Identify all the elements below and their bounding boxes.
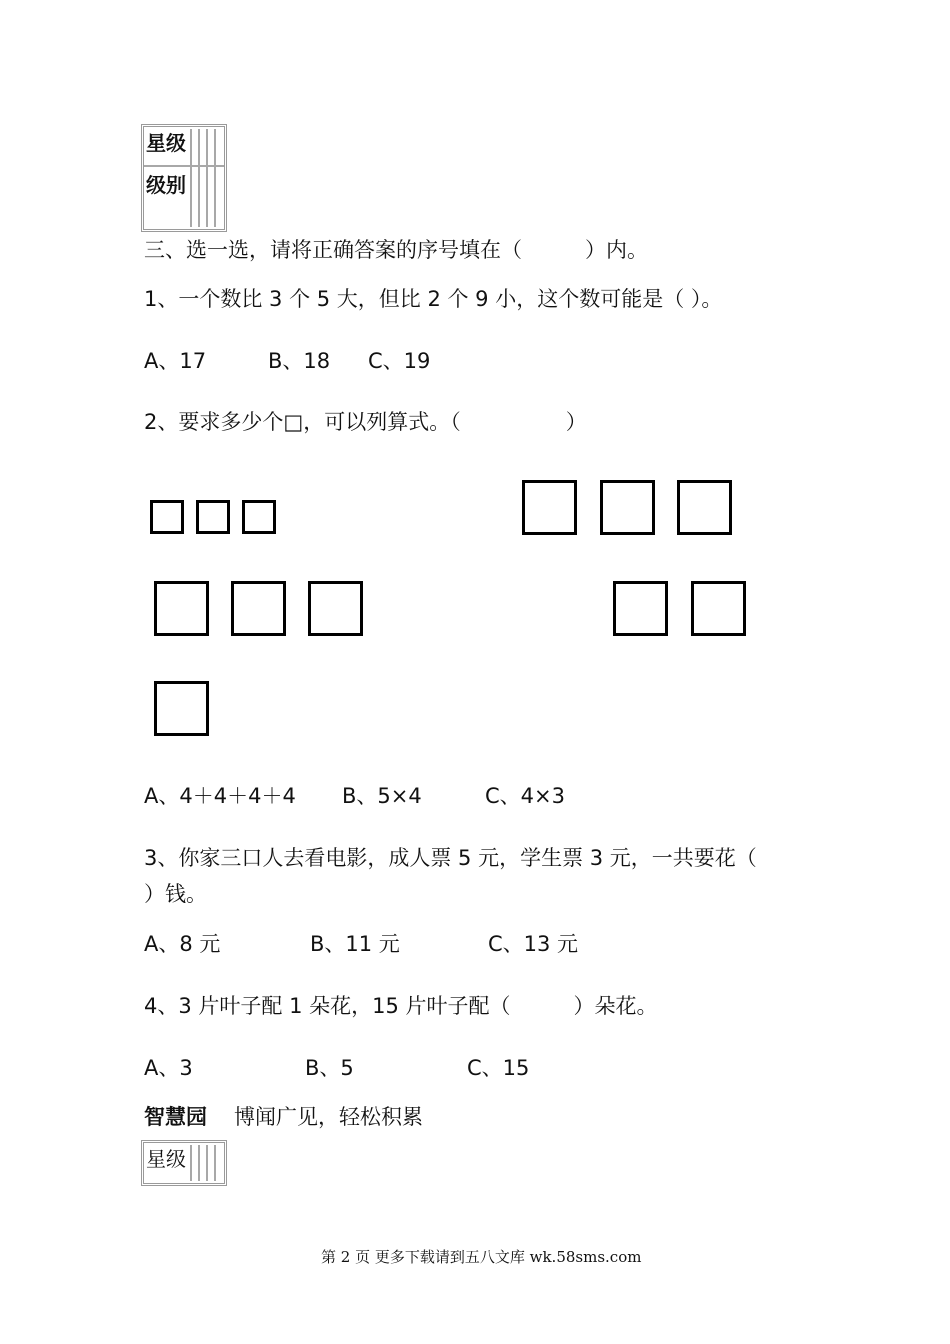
rating-col-divider — [190, 1145, 192, 1181]
rating-col-divider — [214, 129, 216, 227]
rating-col-divider — [198, 1145, 200, 1181]
square — [677, 480, 732, 535]
question-3-text-line2: ）钱。 — [144, 882, 207, 906]
question-1-text: 1、一个数比 3 个 5 大，但比 2 个 9 小，这个数可能是（ ）。 — [144, 287, 723, 311]
question-1-option-a: A、17 — [144, 349, 207, 373]
question-3-option-b: B、11 元 — [310, 932, 400, 956]
rating-col-divider — [206, 129, 208, 227]
question-2-option-b: B、5×4 — [342, 784, 422, 808]
rating-table-top — [141, 124, 227, 232]
wisdom-title: 智慧园 — [144, 1105, 207, 1129]
square — [522, 480, 577, 535]
rating-label-level: 级别 — [146, 173, 186, 197]
square — [242, 500, 276, 534]
square — [308, 581, 363, 636]
square — [691, 581, 746, 636]
question-2-option-c: C、4×3 — [485, 784, 565, 808]
rating-label-star-level: 星级 — [146, 131, 186, 155]
rating-table-bottom — [141, 1140, 227, 1186]
rating-col-divider — [190, 129, 192, 227]
question-4-option-c: C、15 — [467, 1056, 530, 1080]
question-3-option-c: C、13 元 — [488, 932, 579, 956]
page-footer: 第 2 页 更多下载请到五八文库 wk.58sms.com — [321, 1248, 642, 1266]
square — [154, 581, 209, 636]
question-4-option-b: B、5 — [305, 1056, 354, 1080]
question-3-text-line1: 3、你家三口人去看电影，成人票 5 元，学生票 3 元，一共要花（ — [144, 846, 757, 870]
question-1-option-b: B、18 — [268, 349, 331, 373]
rating-col-divider — [214, 1145, 216, 1181]
section-three-heading: 三、选一选，请将正确答案的序号填在（ ）内。 — [144, 238, 648, 262]
rating-label-star-level: 星级 — [146, 1147, 186, 1171]
question-3-option-a: A、8 元 — [144, 932, 221, 956]
square — [154, 681, 209, 736]
rating-col-divider — [206, 1145, 208, 1181]
square — [231, 581, 286, 636]
square — [600, 480, 655, 535]
rating-col-divider — [198, 129, 200, 227]
rating-row-divider — [144, 165, 224, 167]
question-2-option-a: A、4＋4＋4＋4 — [144, 784, 296, 808]
wisdom-subtitle: 博闻广见，轻松积累 — [234, 1105, 423, 1129]
question-4-option-a: A、3 — [144, 1056, 193, 1080]
square — [196, 500, 230, 534]
question-1-option-c: C、19 — [368, 349, 431, 373]
question-4-text: 4、3 片叶子配 1 朵花，15 片叶子配（ ）朵花。 — [144, 994, 658, 1018]
question-2-text: 2、要求多少个□，可以列算式。（ ） — [144, 410, 587, 434]
square — [150, 500, 184, 534]
square — [613, 581, 668, 636]
